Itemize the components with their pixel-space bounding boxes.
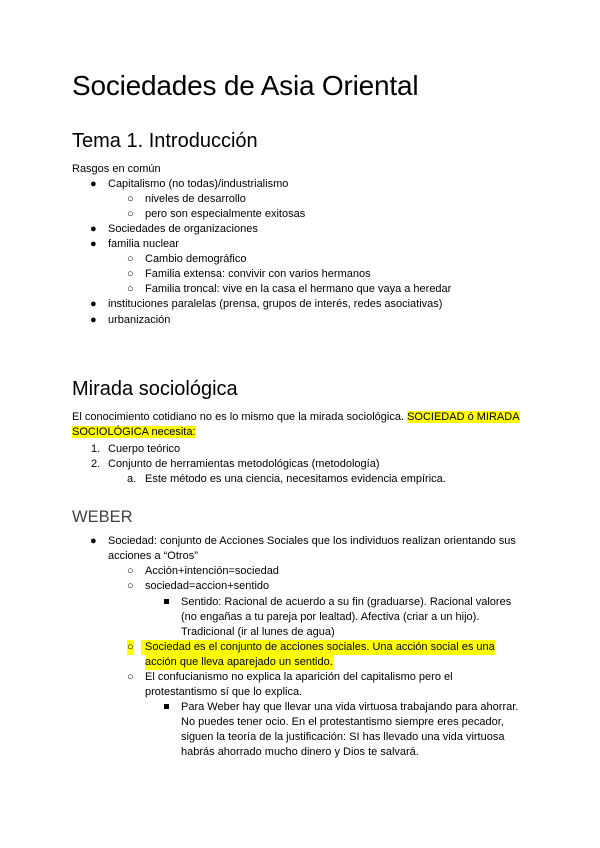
list-item: Capitalismo (no todas)/industrialismo	[108, 178, 289, 190]
list-item: Familia extensa: convivir con varios hermanos	[145, 268, 371, 280]
highlight-text: SOCIEDAD ó MIRADA	[407, 411, 520, 423]
bullet-circle: ○	[127, 283, 134, 295]
list-item-cont: No puedes tener ocio. En el protestantismo siempre eres pecador,	[181, 716, 504, 728]
list-item: Cuerpo teórico	[108, 443, 181, 455]
bullet-circle: ○	[127, 193, 134, 205]
list-item: urbanización	[108, 314, 171, 326]
list-item: niveles de desarrollo	[145, 193, 246, 205]
highlight-text: Sociedad es el conjunto de acciones sociales. Una acción social es una	[141, 640, 495, 655]
highlight-text: acción que lleva aparejado un sentido.	[145, 656, 333, 668]
list-number: 1.	[91, 443, 101, 455]
list-number: 2.	[91, 458, 101, 470]
list-item: Familia troncal: vive en la casa el hermano que vaya a heredar	[145, 283, 452, 295]
paragraph-mirada	[72, 410, 532, 425]
list-item-cont: (no engañas a tu pareja por lealtad). Afectiva (criar a un hijo).	[181, 611, 480, 623]
list-item-cont: protestantismo sí que lo explica.	[145, 686, 303, 698]
bullet-disc: ●	[90, 535, 97, 547]
bullet-disc: ●	[90, 223, 97, 235]
bullet-disc: ●	[90, 314, 97, 326]
bullet-circle: ○	[127, 565, 134, 577]
highlight-text: SOCIOLÓGICA necesita:	[72, 426, 196, 438]
paragraph-rasgos: Rasgos en común	[72, 163, 161, 175]
list-item: Conjunto de herramientas metodológicas (metodología)	[108, 458, 380, 470]
list-item: Cambio demográfico	[145, 253, 247, 265]
bullet-circle: ○	[127, 208, 134, 220]
list-item-cont: habrás ahorrado mucho dinero y Dios te salvará.	[181, 746, 419, 758]
bullet-circle: ○	[127, 268, 134, 280]
list-item-cont: siguen la teoría de la justificación: SI has llevado una vida virtuosa	[181, 731, 505, 743]
list-item: instituciones paralelas (prensa, grupos de interés, redes asociativas)	[108, 298, 443, 310]
list-item: sociedad=accion+sentido	[145, 580, 270, 592]
heading-weber: WEBER	[72, 508, 133, 526]
list-item-cont: acciones a “Otros”	[108, 550, 198, 562]
heading-tema-1: Tema 1. Introducción	[72, 130, 258, 152]
mirada-text: El conocimiento cotidiano no es lo mismo que la mirada sociológica.	[72, 411, 408, 423]
list-item: Sociedad: conjunto de Acciones Sociales que los individuos realizan orientando sus	[108, 535, 516, 547]
bullet-circle: ○	[127, 641, 134, 653]
bullet-square	[164, 700, 169, 715]
list-item: pero son especialmente exitosas	[145, 208, 306, 220]
list-item: El confucianismo no explica la aparición del capitalismo pero el	[145, 671, 453, 683]
bullet-circle: ○	[127, 253, 134, 265]
heading-mirada: Mirada sociológica	[72, 378, 238, 400]
bullet-circle: ○	[127, 671, 134, 683]
list-item: Sentido: Racional de acuerdo a su fin (graduarse). Racional valores	[181, 596, 512, 608]
paragraph-mirada-cont	[72, 425, 532, 440]
bullet-disc: ●	[90, 238, 97, 250]
bullet-circle: ○	[127, 580, 134, 592]
list-item: familia nuclear	[108, 238, 179, 250]
list-item-cont: Tradicional (ir al lunes de agua)	[181, 626, 335, 638]
bullet-square	[164, 595, 169, 610]
list-item: Para Weber hay que llevar una vida virtuosa trabajando para ahorrar.	[181, 701, 519, 713]
list-item: Acción+intención=sociedad	[145, 565, 279, 577]
list-item: Sociedades de organizaciones	[108, 223, 258, 235]
list-letter: a.	[127, 473, 137, 485]
document-title: Sociedades de Asia Oriental	[72, 70, 419, 101]
bullet-disc: ●	[90, 298, 97, 310]
list-item: Este método es una ciencia, necesitamos evidencia empírica.	[145, 473, 446, 485]
bullet-disc: ●	[90, 178, 97, 190]
